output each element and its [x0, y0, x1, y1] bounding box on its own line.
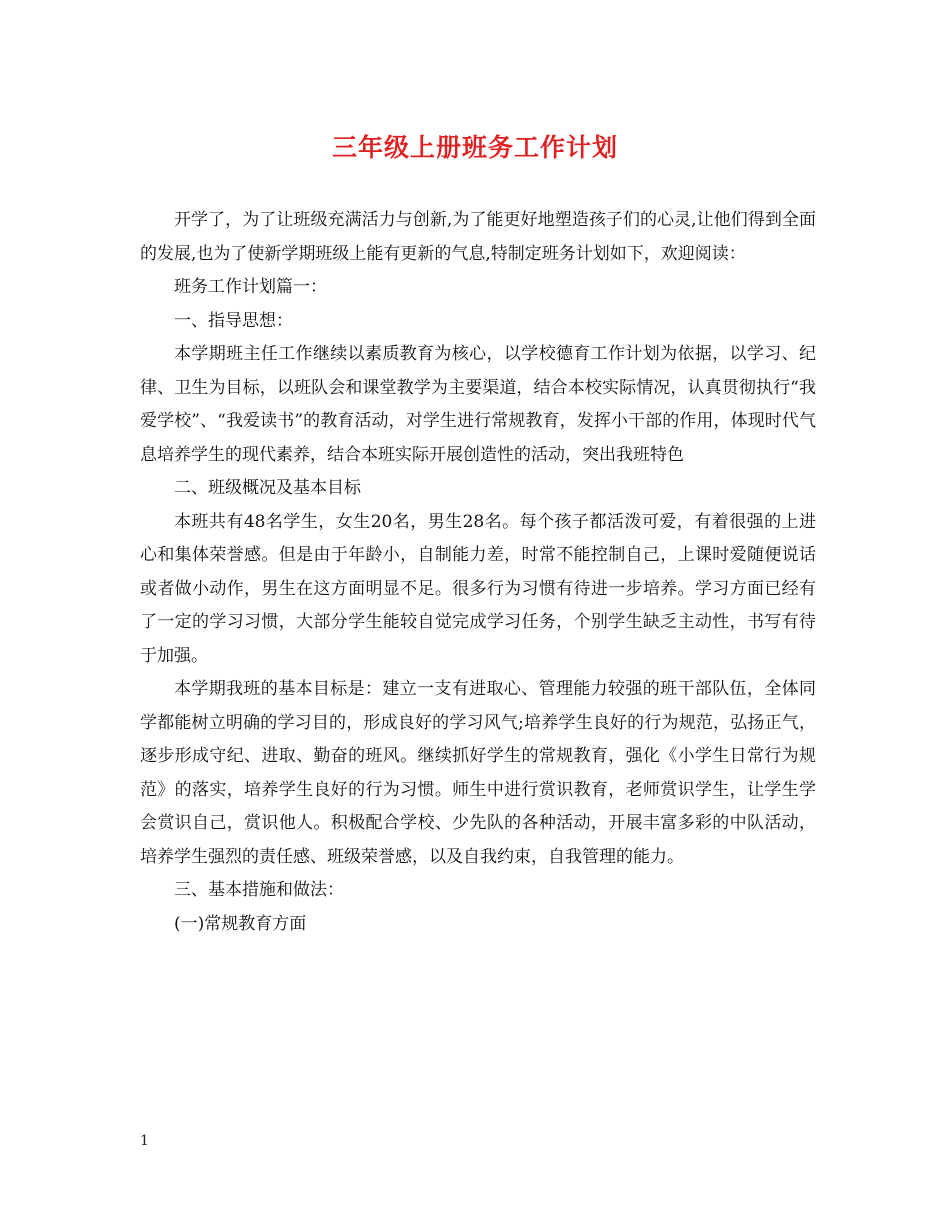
intro-paragraph: 开学了，为了让班级充满活力与创新,为了能更好地塑造孩子们的心灵,让他们得到全面的发展,也为了使新学期班级上能有更新的气息,特制定班务计划如下，欢迎阅读：: [140, 210, 816, 264]
page-number: 1: [140, 1133, 149, 1149]
class-overview-paragraph: 本班共有48名学生，女生20名，男生28名。每个孩子都活泼可爱，有着很强的上进心和集体荣誉感。但是由于年龄小，自制能力差，时常不能控制自己，上课时爱随便说话或者做小动作，男生在这方面明显不足。很多行为习惯有待进一步培养。学习方面已经有了一定的学习习惯，大部分学生能较自觉完成学习任务，个别学生缺乏主动性，书写有待于加强。: [140, 511, 816, 666]
basic-goals-paragraph: 本学期我班的基本目标是：建立一支有进取心、管理能力较强的班干部队伍，全体同学都能树立明确的学习目的，形成良好的学习风气;培养学生良好的行为规范，弘扬正气，逐步形成守纪、进取、勤奋的班风。继续抓好学生的常规教育，强化《小学生日常行为规范》的落实，培养学生良好的行为习惯。师生中进行赏识教育，老师赏识学生，让学生学会赏识自己，赏识他人。积极配合学校、少先队的各种活动，开展丰富多彩的中队活动，培养学生强烈的责任感、班级荣誉感，以及自我约束，自我管理的能力。: [140, 679, 816, 867]
section-heading-guiding-thought: 一、指导思想：: [174, 310, 293, 331]
guiding-thought-paragraph: 本学期班主任工作继续以素质教育为核心，以学校德育工作计划为依据，以学习、纪律、卫生为目标，以班队会和课堂教学为主要渠道，结合本校实际情况，认真贯彻执行“我爱学校”、“我爱读书”的教育活动，对学生进行常规教育，发挥小干部的作用，体现时代气息培养学生的现代素养，结合本班实际开展创造性的活动，突出我班特色: [140, 344, 816, 465]
subsection-heading-routine-education: (一)常规教育方面: [174, 913, 307, 934]
document-title: 三年级上册班务工作计划: [331, 133, 618, 162]
section-heading-measures: 三、基本措施和做法：: [174, 880, 344, 900]
section-heading-class-overview: 二、班级概况及基本目标: [174, 478, 361, 498]
document-body: [140, 204, 816, 941]
section-heading-plan-one: 班务工作计划篇一：: [174, 277, 327, 297]
